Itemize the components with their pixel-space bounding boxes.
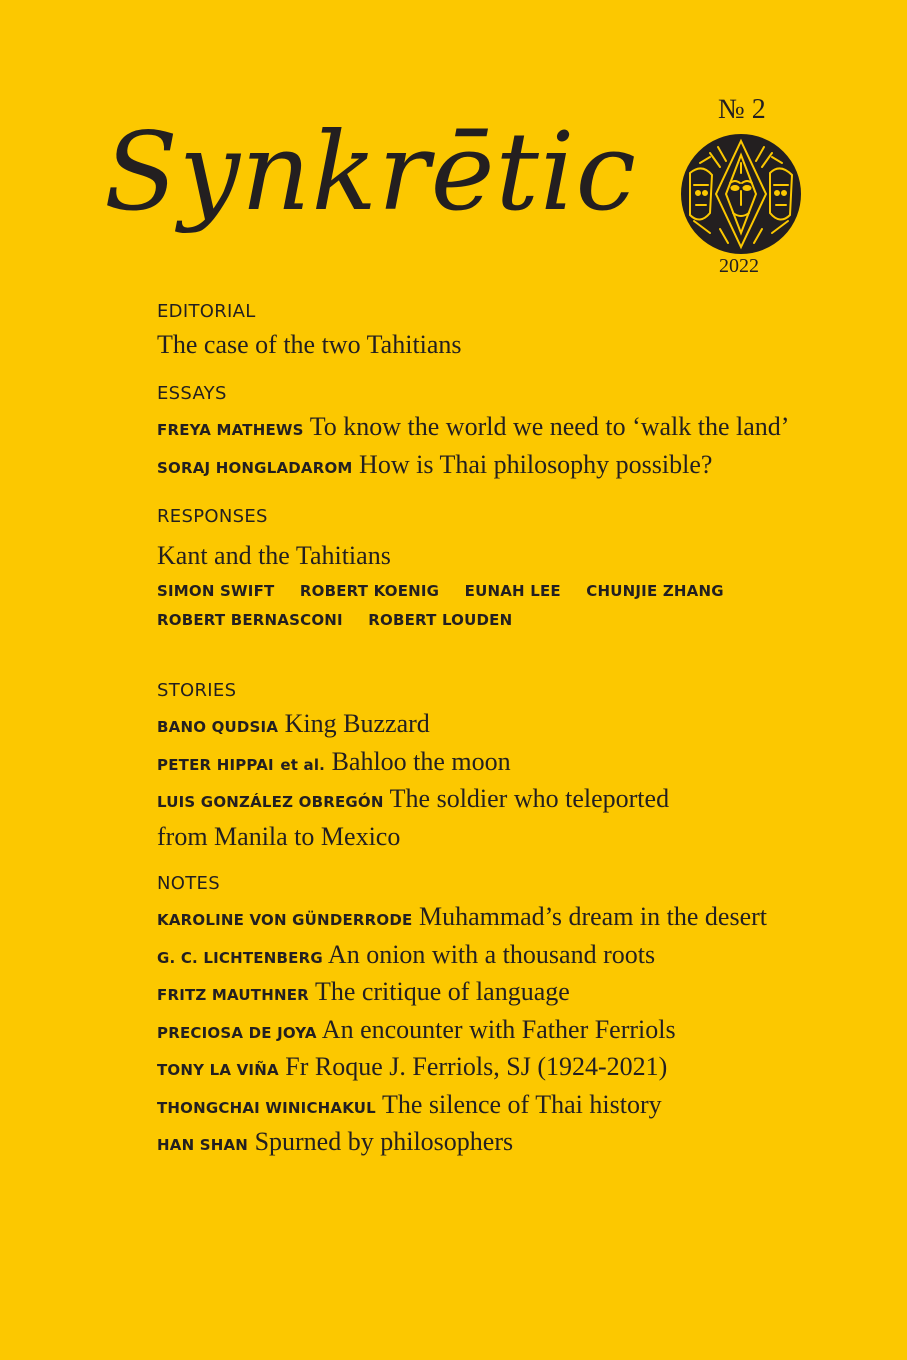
list-item	[157, 1088, 767, 1126]
response-author: SIMON SWIFT	[157, 581, 275, 600]
story-title-continuation: from Manila to Mexico	[157, 821, 401, 851]
list-item	[157, 938, 767, 976]
essay-author: FREYA MATHEWS	[157, 421, 304, 439]
note-author: G. C. LICHTENBERG	[157, 948, 323, 967]
editorial-title: The case of the two Tahitians	[157, 330, 462, 359]
list-item	[157, 975, 767, 1013]
responses-section	[157, 505, 744, 635]
list-item	[157, 448, 789, 486]
note-author: THONGCHAI WINICHAKUL	[157, 1098, 376, 1117]
note-author: PRECIOSA DE JOYA	[157, 1023, 317, 1042]
note-title: The critique of language	[314, 977, 570, 1006]
response-author: CHUNJIE ZHANG	[586, 581, 724, 600]
responses-label: RESPONSES	[157, 506, 268, 527]
note-title: The silence of Thai history	[381, 1089, 662, 1119]
note-title: Muhammad’s dream in the desert	[418, 902, 767, 931]
story-author: BANO QUDSIA	[157, 718, 279, 736]
response-author: ROBERT KOENIG	[299, 581, 440, 600]
stories-section	[157, 679, 669, 853]
issue-year: 2022	[719, 255, 759, 277]
list-item	[157, 1125, 767, 1163]
essay-title: How is Thai philosophy possible?	[359, 449, 713, 479]
note-title: Spurned by philosophers	[254, 1127, 514, 1156]
editorial-label: EDITORIAL	[157, 301, 256, 322]
stories-label: STORIES	[157, 680, 237, 701]
note-author: KAROLINE VON GÜNDERRODE	[157, 911, 413, 929]
issue-number: № 2	[718, 94, 766, 125]
story-title: Bahloo the moon	[331, 746, 511, 776]
list-item	[157, 707, 669, 745]
story-author-suffix: et al.	[280, 755, 326, 774]
note-title: Fr Roque J. Ferriols, SJ (1924-2021)	[285, 1052, 668, 1081]
journal-title: Synkrētic	[104, 110, 637, 235]
list-item	[157, 782, 669, 820]
essay-title: To know the world we need to ‘walk the land’	[309, 412, 790, 441]
list-item	[157, 1050, 767, 1088]
response-author: ROBERT LOUDEN	[368, 610, 513, 629]
story-author: LUIS GONZÁLEZ OBREGÓN	[157, 793, 384, 811]
list-item	[157, 410, 789, 448]
editorial-section	[157, 300, 462, 362]
responses-authors-row	[157, 577, 744, 606]
tribal-mask-seal-icon	[680, 133, 802, 255]
responses-authors-row	[157, 606, 744, 635]
response-author: ROBERT BERNASCONI	[157, 610, 343, 629]
responses-title: Kant and the Tahitians	[157, 541, 391, 570]
list-item	[157, 900, 767, 938]
notes-label: NOTES	[157, 873, 220, 894]
essays-label: ESSAYS	[157, 383, 227, 404]
notes-section	[157, 872, 767, 1163]
essays-section	[157, 382, 789, 485]
note-author: FRITZ MAUTHNER	[157, 986, 309, 1004]
story-title: The soldier who teleported	[389, 784, 670, 813]
response-author: EUNAH LEE	[464, 581, 561, 600]
essay-author: SORAJ HONGLADAROM	[157, 458, 353, 477]
note-author: HAN SHAN	[157, 1136, 249, 1154]
note-title: An onion with a thousand roots	[327, 939, 656, 969]
list-item	[157, 745, 669, 783]
story-title: King Buzzard	[284, 709, 430, 738]
note-title: An encounter with Father Ferriols	[321, 1014, 676, 1044]
note-author: TONY LA VIÑA	[157, 1061, 279, 1079]
story-author: PETER HIPPAI	[157, 755, 274, 774]
list-item	[157, 1013, 767, 1051]
